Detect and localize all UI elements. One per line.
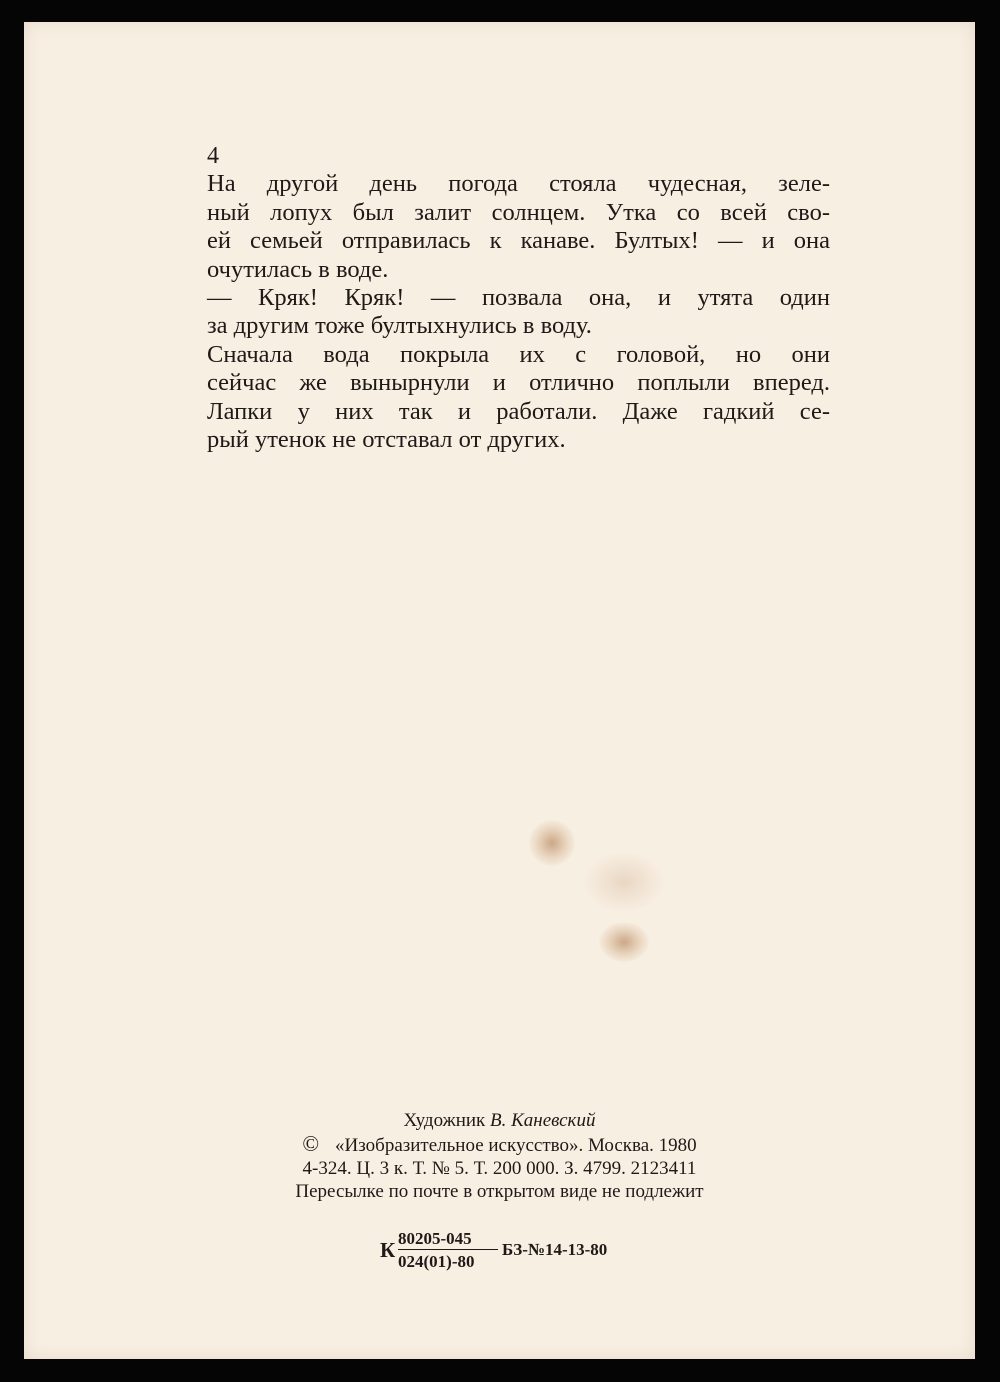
- text-line: Лапки у них так и работали. Даже гадкий се-: [207, 397, 830, 425]
- artist-label: Художник: [403, 1110, 486, 1131]
- stain-mark: [599, 922, 649, 962]
- fraction-line: [398, 1249, 498, 1250]
- text-line: за другим тоже бултыхнулись в воду.: [207, 312, 592, 340]
- copyright-icon: ©: [302, 1131, 320, 1156]
- artist-credit: [144, 1109, 855, 1132]
- print-details: 4-324. Ц. 3 к. Т. № 5. Т. 200 000. З. 4799. 2123411: [302, 1158, 697, 1179]
- catalog-numerator: 80205-045: [398, 1229, 472, 1248]
- text-line: ный лопух был залит солнцем. Утка со всей сво-: [207, 198, 830, 226]
- paragraph: [207, 170, 830, 284]
- imprint-block: [144, 1109, 855, 1203]
- artist-name: В. Каневский: [490, 1110, 596, 1131]
- story-text: [207, 142, 830, 454]
- catalog-code: БЗ-№14-13-80: [502, 1240, 608, 1259]
- paragraph: [207, 341, 830, 455]
- text-line: очутилась в воде.: [207, 255, 389, 283]
- catalog-fraction: [398, 1229, 498, 1271]
- page-number: 4: [207, 143, 219, 169]
- text-line: Сначала вода покрыла их с головой, но они: [207, 340, 830, 368]
- postcard-back: [24, 22, 975, 1359]
- catalog-denominator: 024(01)-80: [398, 1252, 475, 1271]
- text-line: — Кряк! Кряк! — позвала она, и утята один: [207, 284, 830, 312]
- text-line: ей семьей отправилась к канаве. Бултых! — и она: [207, 227, 830, 255]
- paragraph: [207, 284, 830, 341]
- stain-mark: [529, 820, 575, 866]
- catalog-letter: К: [380, 1238, 396, 1262]
- text-line: рый утенок не отставал от других.: [207, 426, 566, 454]
- text-line: сейчас же вынырнули и отлично поплыли вперед.: [207, 369, 830, 397]
- stain-mark: [584, 852, 664, 912]
- mailing-note: Пересылке по почте в открытом виде не подлежит: [295, 1181, 704, 1202]
- text-line: На другой день погода стояла чудесная, зеле-: [207, 170, 830, 198]
- publisher-text: «Изобразительное искусство». Москва. 1980: [335, 1135, 697, 1156]
- publisher-line: [144, 1132, 855, 1157]
